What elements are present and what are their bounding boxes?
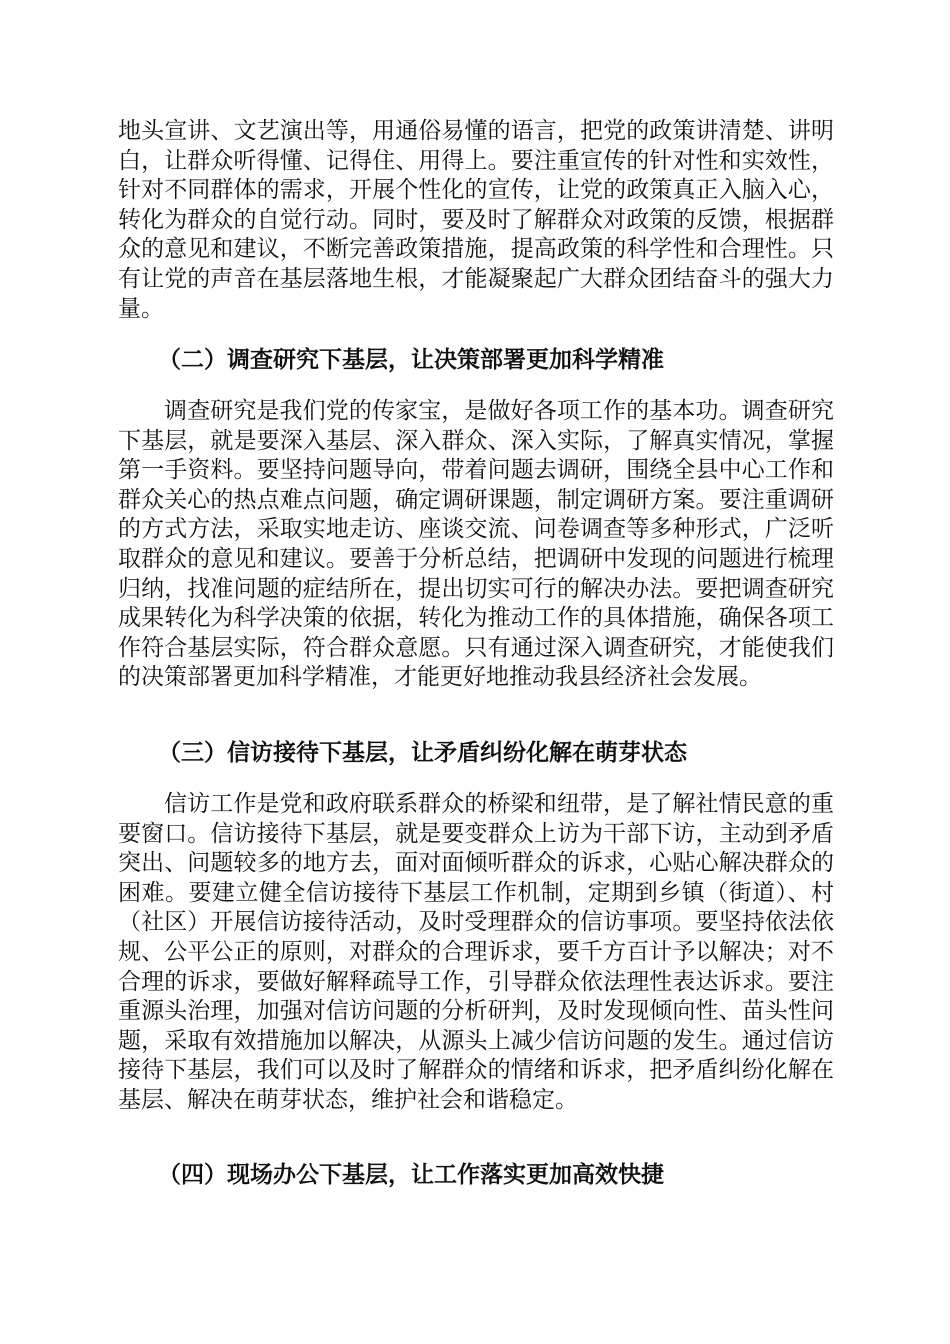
- section-heading: （二）调查研究下基层，让决策部署更加科学精准: [158, 347, 664, 373]
- body-paragraph: 调查研究是我们党的传家宝，是做好各项工作的基本功。调查研究下基层，就是要深入基层、深入群众、深入实际，了解真实情况，掌握第一手资料。要坚持问题导向，带着问题去调研，围绕全县中心工作和群众关心的热点难点问题，确定调研课题，制定调研方案。要注重调研的方式方法，采取实地走访、座谈交流、问卷调查等多种形式，广泛听取群众的意见和建议。要善于分析总结，把调研中发现的问题进行梳理归纳，找准问题的症结所在，提出切实可行的解决办法。要把调查研究成果转化为科学决策的依据，转化为推动工作的具体措施，确保各项工作符合基层实际，符合群众意愿。只有通过深入调查研究，才能使我们的决策部署更加科学精准，才能更好地推动我县经济社会发展。: [118, 398, 834, 691]
- body-paragraph: 信访工作是党和政府联系群众的桥梁和纽带，是了解社情民意的重要窗口。信访接待下基层，就是要变群众上访为干部下访，主动到矛盾突出、问题较多的地方去，面对面倾听群众的诉求，心贴心解决群众的困难。要建立健全信访接待下基层工作机制，定期到乡镇（街道）、村（社区）开展信访接待活动，及时受理群众的信访事项。要坚持依法依规、公平公正的原则，对群众的合理诉求，要千方百计予以解决；对不合理的诉求，要做好解释疏导工作，引导群众依法理性表达诉求。要注重源头治理，加强对信访问题的分析研判，及时发现倾向性、苗头性问题，采取有效措施加以解决，从源头上减少信访问题的发生。通过信访接待下基层，我们可以及时了解群众的情绪和诉求，把矛盾纠纷化解在基层、解决在萌芽状态，维护社会和谐稳定。: [118, 791, 834, 1113]
- section-heading: （四）现场办公下基层，让工作落实更加高效快捷: [158, 1162, 664, 1188]
- body-paragraph: 地头宣讲、文艺演出等，用通俗易懂的语言，把党的政策讲清楚、讲明白，让群众听得懂、记得住、用得上。要注重宣传的针对性和实效性，针对不同群体的需求，开展个性化的宣传，让党的政策真正入脑入心，转化为群众的自觉行动。同时，要及时了解群众对政策的反馈，根据群众的意见和建议，不断完善政策措施，提高政策的科学性和合理性。只有让党的声音在基层落地生根，才能凝聚起广大群众团结奋斗的强大力量。: [118, 118, 834, 322]
- section-heading: （三）信访接待下基层，让矛盾纠纷化解在萌芽状态: [158, 740, 687, 766]
